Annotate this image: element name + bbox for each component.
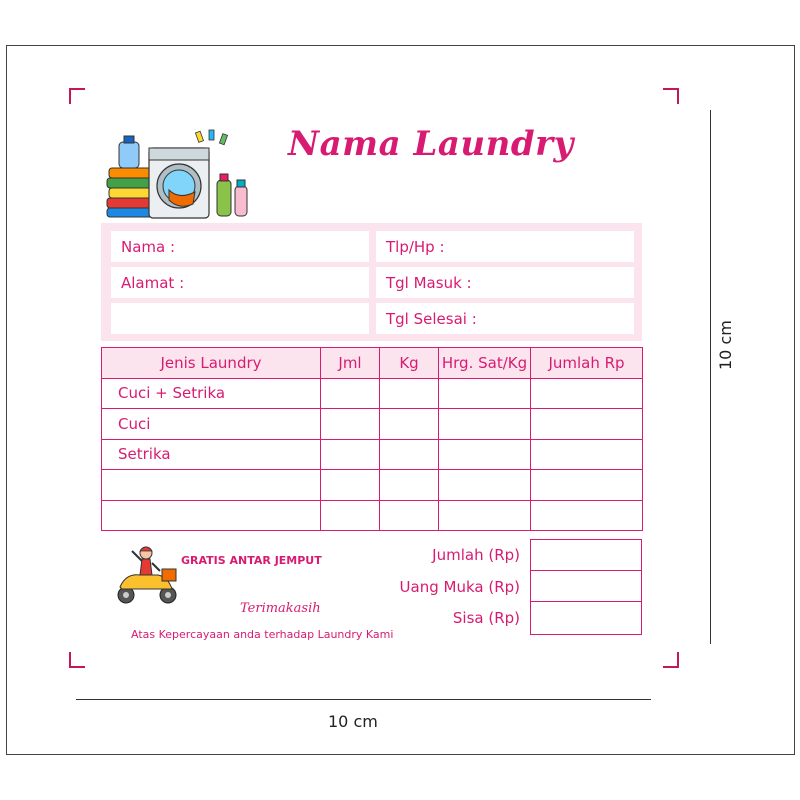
row-qty-cell[interactable]: [321, 378, 380, 409]
col-header-type: Jenis Laundry: [102, 348, 321, 379]
table-row: [102, 500, 643, 531]
row-price-cell[interactable]: [439, 500, 531, 531]
row-kg-cell[interactable]: [380, 500, 439, 531]
row-total-cell[interactable]: [531, 378, 643, 409]
width-dimension-line: [76, 699, 651, 700]
row-price-cell[interactable]: [439, 439, 531, 470]
laundry-name-title: Nama Laundry: [288, 124, 574, 164]
row-kg-cell[interactable]: [380, 439, 439, 470]
total-amount-cell[interactable]: [531, 540, 641, 571]
total-label: Jumlah (Rp): [432, 546, 520, 564]
totals-box: [530, 539, 642, 635]
row-total-cell[interactable]: [531, 500, 643, 531]
balance-label: Sisa (Rp): [452, 609, 520, 627]
crop-mark-top-left: [69, 88, 85, 104]
row-total-cell[interactable]: [531, 409, 643, 440]
col-header-total: Jumlah Rp: [531, 348, 643, 379]
height-dimension-label: 10 cm: [716, 320, 735, 370]
row-type[interactable]: [102, 500, 321, 531]
down-payment-label: Uang Muka (Rp): [399, 578, 520, 596]
thank-you-text: Terimakasih: [240, 601, 321, 616]
table-row: [102, 439, 643, 470]
row-kg-cell[interactable]: [380, 378, 439, 409]
row-kg-cell[interactable]: [380, 470, 439, 501]
row-price-cell[interactable]: [439, 470, 531, 501]
table-row: [102, 470, 643, 501]
table-header-row: [102, 348, 643, 379]
row-qty-cell[interactable]: [321, 439, 380, 470]
row-kg-cell[interactable]: [380, 409, 439, 440]
table-row: [102, 378, 643, 409]
laundry-items-table: [101, 347, 643, 531]
washing-machine-laundry-icon: [105, 128, 255, 220]
col-header-kg: Kg: [380, 348, 439, 379]
free-pickup-text: GRATIS ANTAR JEMPUT: [181, 554, 322, 567]
phone-field[interactable]: Tlp/Hp :: [376, 231, 634, 262]
row-qty-cell[interactable]: [321, 500, 380, 531]
row-type: Cuci + Setrika: [102, 378, 321, 409]
address-field[interactable]: Alamat :: [111, 267, 369, 298]
crop-mark-bottom-right: [663, 652, 679, 668]
width-dimension-label: 10 cm: [328, 712, 378, 731]
row-price-cell[interactable]: [439, 409, 531, 440]
row-type: Cuci: [102, 409, 321, 440]
col-header-qty: Jml: [321, 348, 380, 379]
customer-info-panel: [101, 223, 642, 341]
address-field-line-2[interactable]: [111, 303, 369, 334]
row-total-cell[interactable]: [531, 439, 643, 470]
row-qty-cell[interactable]: [321, 470, 380, 501]
down-payment-cell[interactable]: [531, 571, 641, 602]
date-done-field[interactable]: Tgl Selesai :: [376, 303, 634, 334]
crop-mark-top-right: [663, 88, 679, 104]
row-price-cell[interactable]: [439, 378, 531, 409]
row-qty-cell[interactable]: [321, 409, 380, 440]
trust-message: Atas Kepercayaan anda terhadap Laundry Kami: [131, 628, 394, 641]
name-field[interactable]: Nama :: [111, 231, 369, 262]
col-header-price: Hrg. Sat/Kg: [439, 348, 531, 379]
balance-cell[interactable]: [531, 602, 641, 633]
table-row: [102, 409, 643, 440]
row-type[interactable]: [102, 470, 321, 501]
height-dimension-line: [710, 110, 711, 644]
scooter-delivery-icon: [112, 543, 184, 607]
date-in-field[interactable]: Tgl Masuk :: [376, 267, 634, 298]
row-type: Setrika: [102, 439, 321, 470]
row-total-cell[interactable]: [531, 470, 643, 501]
crop-mark-bottom-left: [69, 652, 85, 668]
